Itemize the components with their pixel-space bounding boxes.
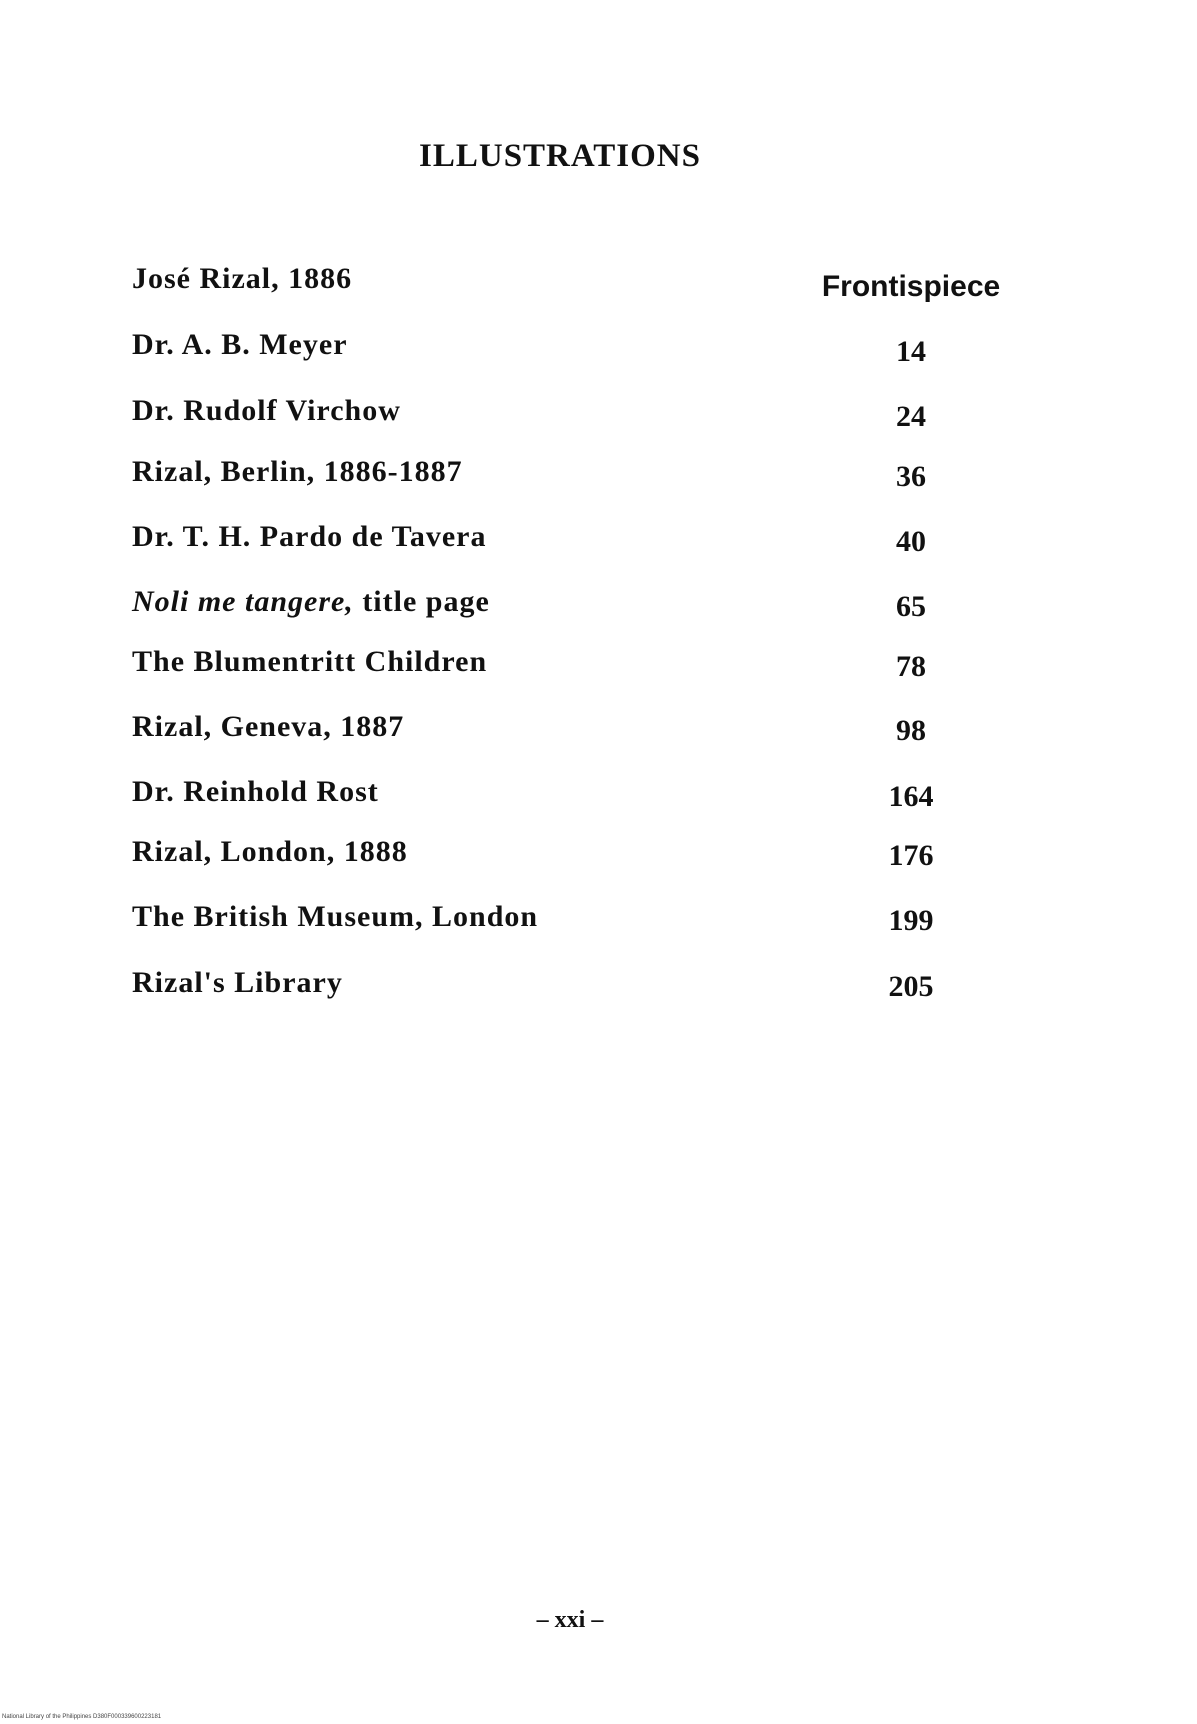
illustration-page: 164 — [888, 780, 934, 813]
illustration-page: 24 — [896, 400, 926, 433]
illustration-label: Rizal's Library — [132, 966, 343, 999]
footer-note: National Library of the Philippines D380F000339600223181 — [2, 1714, 162, 1720]
illustration-label: Rizal, Berlin, 1886-1887 — [132, 455, 463, 488]
illustration-label: Dr. Reinhold Rost — [132, 775, 379, 808]
illustration-page: 36 — [896, 460, 926, 493]
illustration-page: 176 — [888, 839, 934, 872]
illustration-label: Rizal, London, 1888 — [132, 835, 408, 868]
illustration-label: Rizal, Geneva, 1887 — [132, 710, 405, 743]
illustration-label: The Blumentritt Children — [132, 645, 488, 678]
illustration-page: 14 — [896, 335, 926, 368]
illustration-page: 205 — [888, 970, 934, 1003]
illustration-label-rest: title page — [353, 585, 490, 618]
illustration-page: 98 — [896, 714, 926, 747]
illustration-page: Frontispiece — [821, 270, 1001, 303]
illustration-page: 40 — [896, 525, 926, 558]
illustration-label-italic: Noli me tangere, — [132, 585, 354, 618]
illustration-label: José Rizal, 1886 — [132, 262, 353, 295]
illustration-page: 199 — [888, 904, 934, 937]
page-number: – xxi – — [536, 1607, 604, 1633]
illustration-label: Dr. Rudolf Virchow — [132, 394, 401, 427]
illustration-page: 78 — [896, 650, 926, 683]
illustration-label: Dr. A. B. Meyer — [132, 328, 348, 361]
illustration-label: The British Museum, London — [132, 900, 539, 933]
illustration-label: Dr. T. H. Pardo de Tavera — [132, 520, 487, 553]
illustration-page: 65 — [896, 590, 926, 623]
page-title: ILLUSTRATIONS — [419, 138, 701, 174]
illustration-label — [132, 585, 490, 619]
